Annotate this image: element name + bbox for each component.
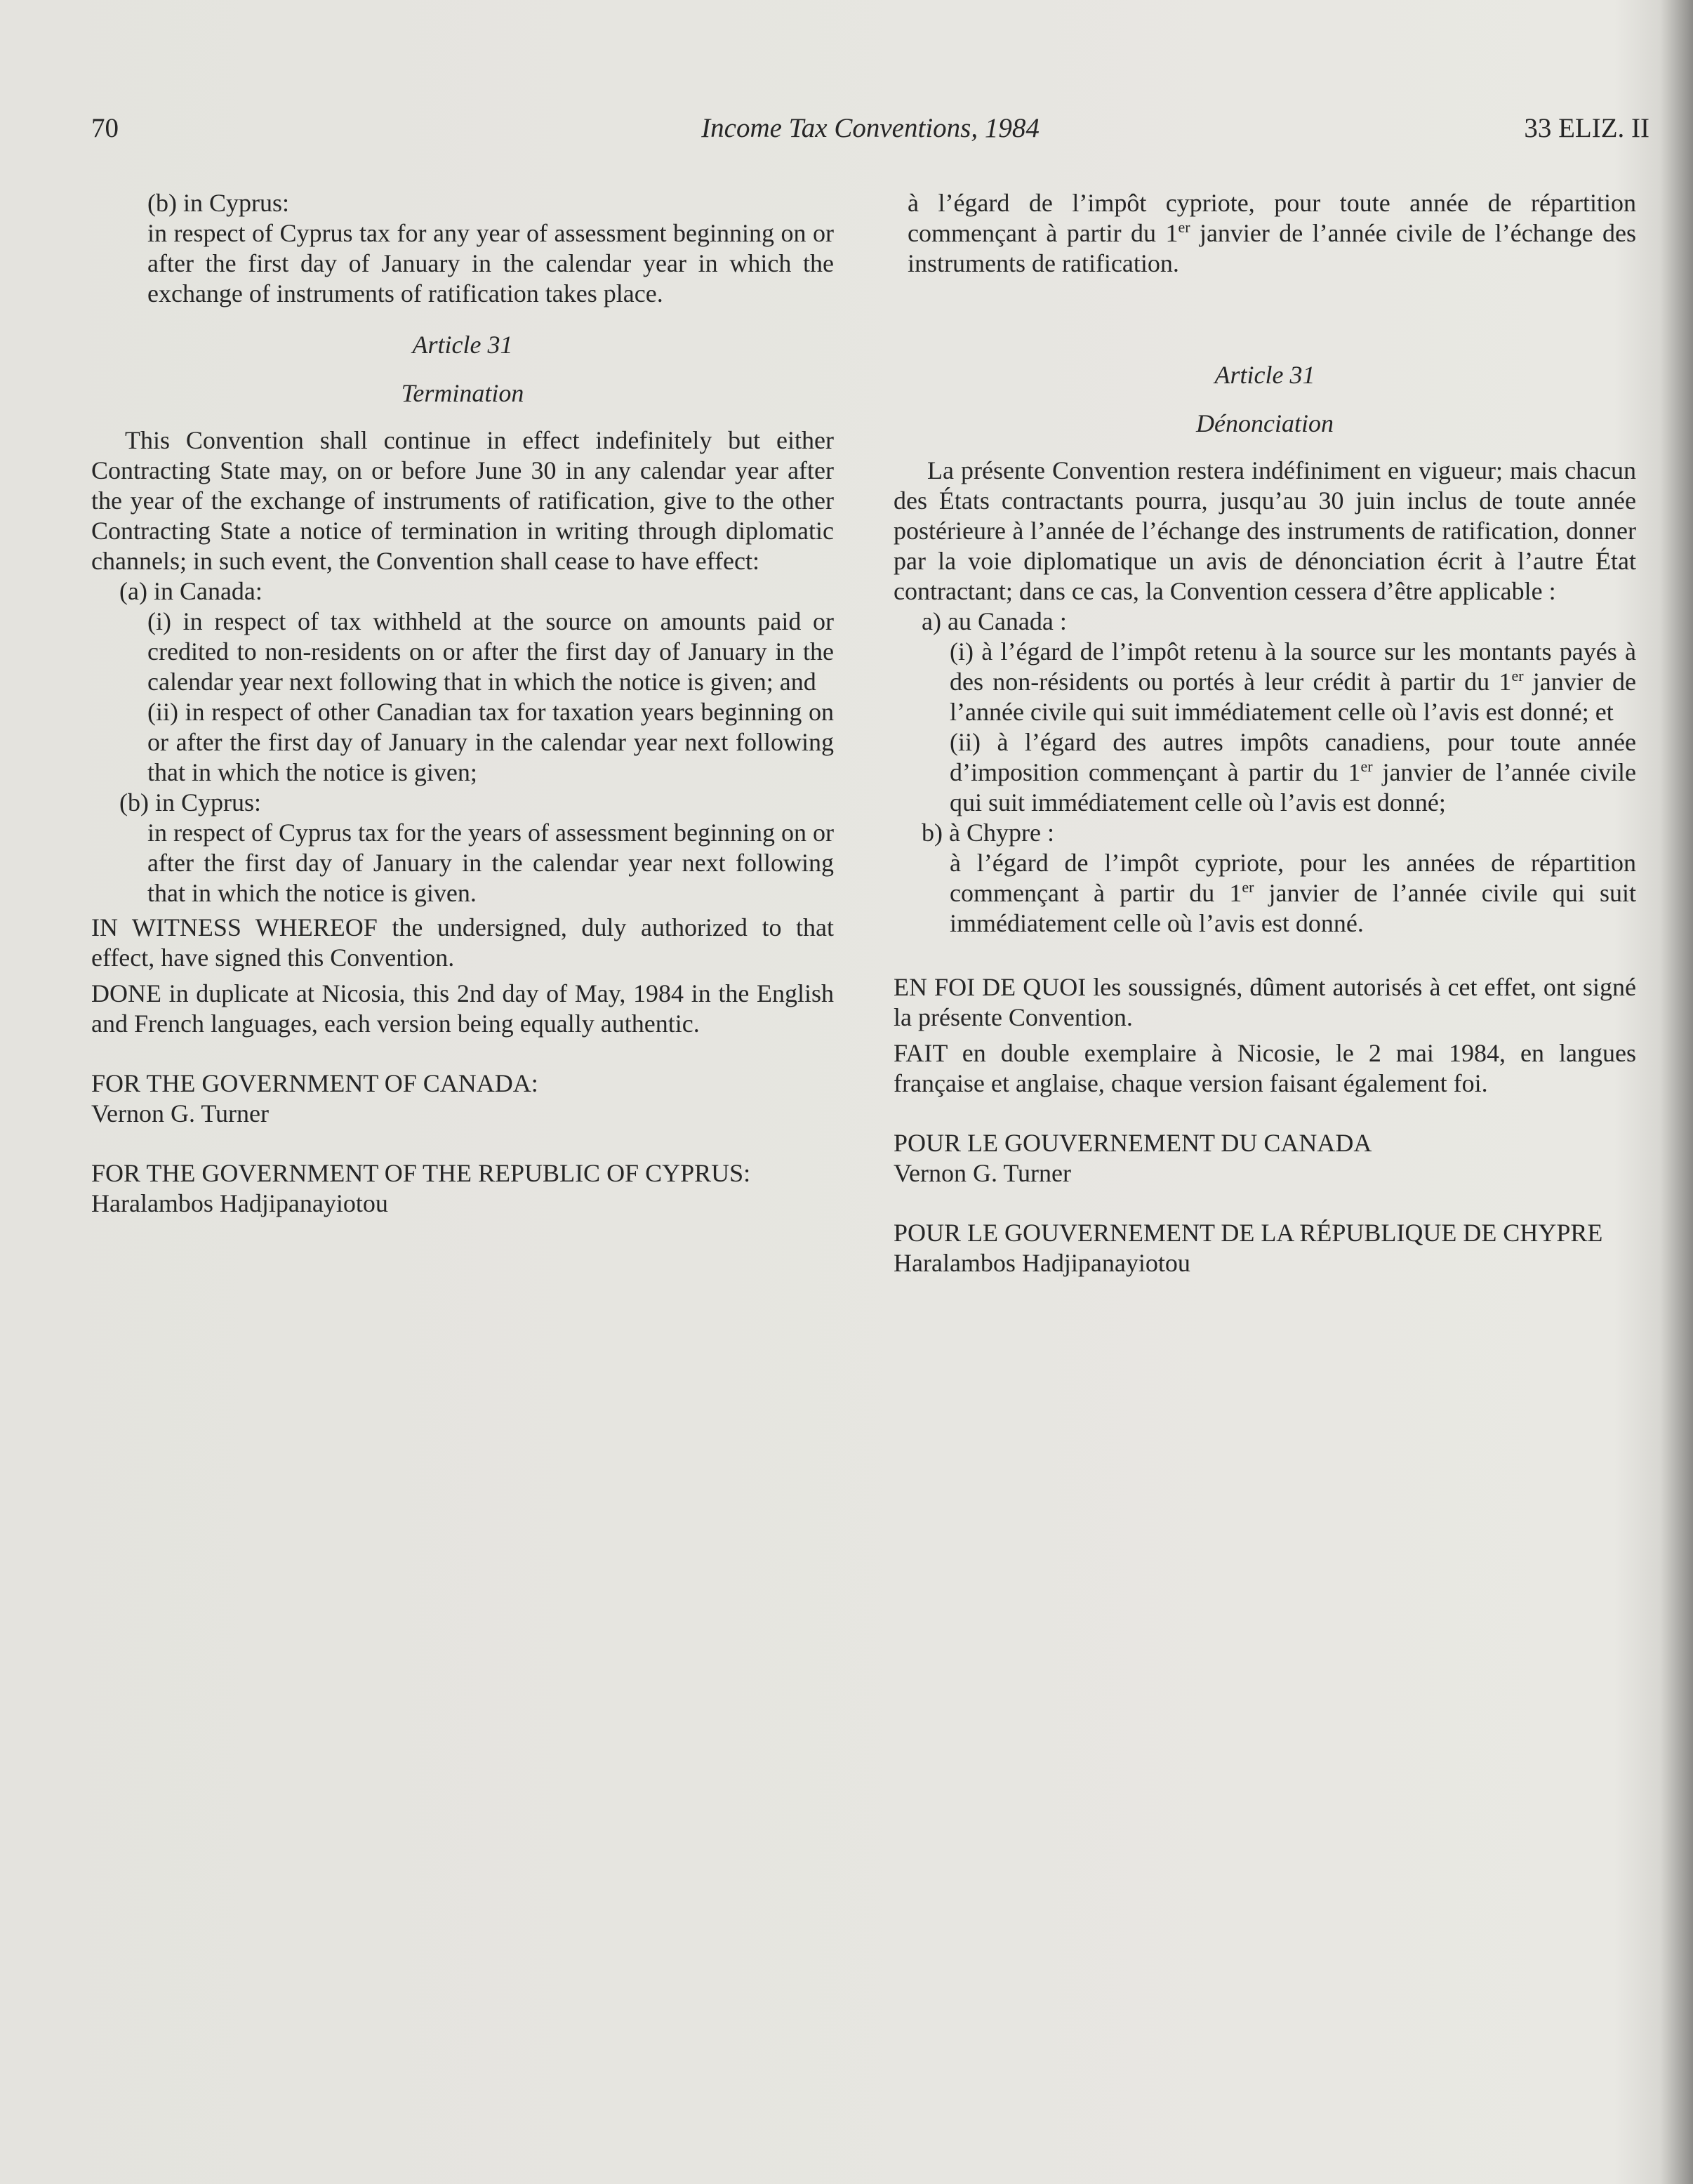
clause-a-ii: (ii) in respect of other Canadian tax for taxation years beginning on or after the first day of January in the calendar year next following that in which the notice is given; (147, 698, 834, 786)
fr-gov-cyprus-heading: POUR LE GOUVERNEMENT DE LA RÉPUBLIQUE DE CHYPRE (894, 1219, 1603, 1247)
fr-done-clause: FAIT en double exemplaire à Nicosie, le 2 mai 1984, en langues française et anglaise, chaque version faisant également foi. (894, 1039, 1636, 1097)
signer-cyprus: Haralambos Hadjipanayiotou (91, 1189, 388, 1217)
clause-a-i: (i) in respect of tax withheld at the source on amounts paid or credited to non-residents on or after the first day of January in the calendar year next following that in which the notice is given; and (147, 607, 834, 696)
clause-b2-label: (b) in Cyprus: (119, 788, 261, 816)
french-column (894, 188, 1636, 1278)
running-title: Income Tax Conventions, 1984 (701, 113, 1040, 143)
article-number: Article 31 (412, 331, 513, 359)
fr-clause-b-text: à l’égard de l’impôt cypriote, pour les années de répartition commençant à partir du 1er janvier de l’année civile qui suit immédiatement celle où l’avis est donné. (950, 849, 1636, 937)
page-header (91, 112, 1649, 154)
fr-signer-canada: Vernon G. Turner (894, 1159, 1072, 1187)
termination-intro: This Convention shall continue in effect indefinitely but either Contracting State may, on or before June 30 in any calendar year after the year of the exchange of instruments of ratification, give to the other Contracting State a notice of termination in writing through diplomatic channels; in such event, the Convention shall cease to have effect: (91, 426, 834, 575)
fr-article-number: Article 31 (1214, 361, 1315, 389)
done-clause: DONE in duplicate at Nicosia, this 2nd day of May, 1984 in the English and French languages, each version being equally authentic. (91, 979, 834, 1038)
article-title: Termination (401, 379, 524, 407)
fr-clause-b-label: b) à Chypre : (922, 819, 1054, 847)
witness-clause: IN WITNESS WHEREOF the undersigned, duly authorized to that effect, have signed this Convention. (91, 913, 834, 972)
fr-clause-a-ii: (ii) à l’égard des autres impôts canadiens, pour toute année d’imposition commençant à partir du 1er janvier de l’année civile qui suit immédiatement celle où l’avis est donné; (950, 728, 1636, 816)
fr-witness-clause: EN FOI DE QUOI les soussignés, dûment autorisés à cet effet, ont signé la présente Convention. (894, 973, 1636, 1031)
regnal-year: 33 ELIZ. II (1524, 113, 1649, 143)
clause-b2-text: in respect of Cyprus tax for the years of assessment beginning on or after the first day of January in the calendar year next following that in which the notice is given. (147, 819, 834, 907)
clause-b-label: (b) in Cyprus: (147, 189, 289, 217)
fr-signer-cyprus: Haralambos Hadjipanayiotou (894, 1249, 1190, 1277)
english-column (91, 188, 834, 1219)
fr-clause-a-label: a) au Canada : (922, 607, 1067, 635)
clause-a-label: (a) in Canada: (119, 577, 263, 605)
fr-gov-canada-heading: POUR LE GOUVERNEMENT DU CANADA (894, 1129, 1372, 1157)
clause-b-text: in respect of Cyprus tax for any year of assessment beginning on or after the first day of January in the calendar year in which the exchange of instruments of ratification takes place. (147, 219, 834, 307)
gov-canada-heading: FOR THE GOVERNMENT OF CANADA: (91, 1069, 538, 1097)
fr-clause-a-i: (i) à l’égard de l’impôt retenu à la source sur les montants payés à des non-résidents ou portés à leur crédit à partir du 1er janvier de l’année civile qui suit immédiatement celle où l’avis est donné; et (950, 637, 1636, 726)
page-number: 70 (91, 113, 119, 143)
fr-denonciation-intro: La présente Convention restera indéfiniment en vigueur; mais chacun des États contractants pourra, jusqu’au 30 juin inclus de toute année postérieure à l’année de l’échange des instruments de ratification, donner par la voie diplomatique un avis de dénonciation écrit à l’autre État contractant; dans ce cas, la Convention cessera d’être applicable : (894, 456, 1636, 605)
fr-article-title: Dénonciation (1196, 409, 1334, 437)
signer-canada: Vernon G. Turner (91, 1099, 270, 1127)
fr-clause-b-continuation: à l’égard de l’impôt cypriote, pour toute année de répartition commençant à partir du 1er janvier de l’année civile de l’échange des instruments de ratification. (908, 189, 1637, 277)
gov-cyprus-heading: FOR THE GOVERNMENT OF THE REPUBLIC OF CYPRUS: (91, 1159, 751, 1187)
